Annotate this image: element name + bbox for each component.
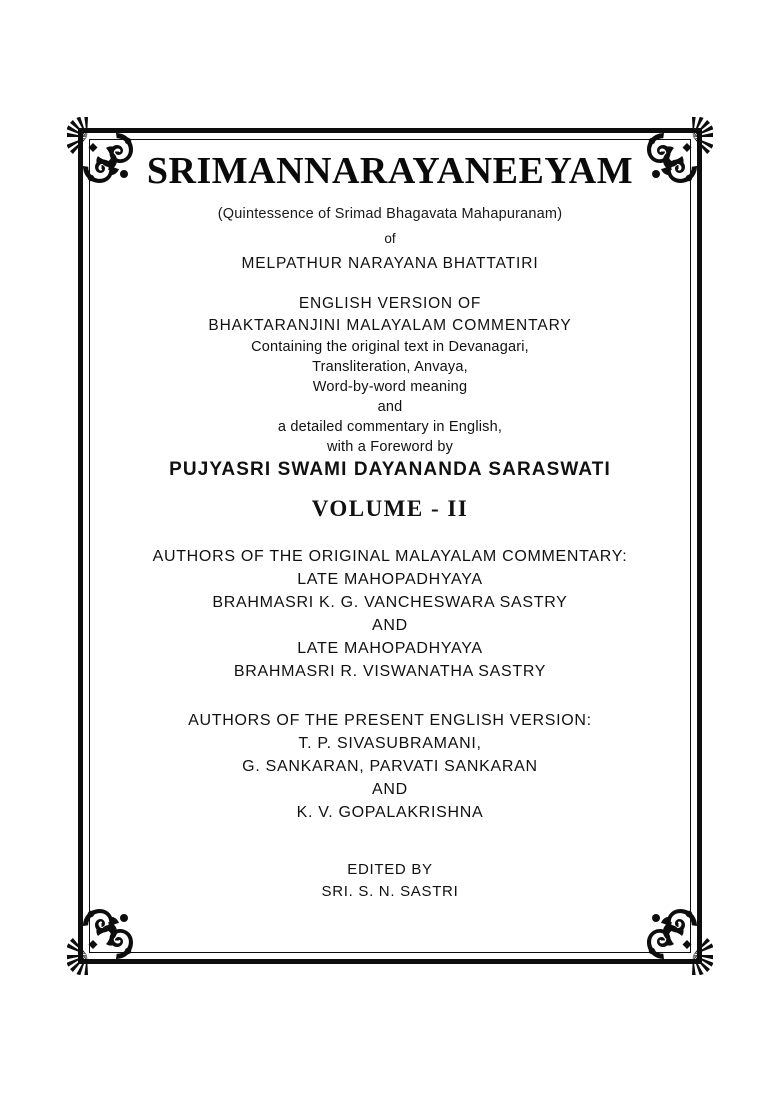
malayalam-author-line: LATE MAHOPADHYAYA — [297, 570, 483, 588]
contents-line-4: and — [377, 398, 403, 415]
foreword-intro: with a Foreword by — [326, 438, 454, 455]
malayalam-authors-heading: AUTHORS OF THE ORIGINAL MALAYALAM COMMENTARY: — [152, 547, 628, 565]
english-authors-heading: AUTHORS OF THE PRESENT ENGLISH VERSION: — [188, 711, 592, 729]
of-label: of — [384, 230, 396, 246]
title-page-content — [106, 152, 674, 905]
book-title: SRIMANNARAYANEEYAM — [146, 150, 634, 192]
english-author-line: AND — [372, 780, 408, 798]
spacer — [106, 481, 674, 496]
book-subtitle: (Quintessence of Srimad Bhagavata Mahapuranam) — [217, 205, 563, 222]
contents-line-2: Transliteration, Anvaya, — [312, 358, 468, 375]
foreword-author: PUJYASRI SWAMI DAYANANDA SARASWATI — [169, 458, 611, 480]
spacer — [106, 522, 674, 548]
editor-name: SRI. S. N. SASTRI — [321, 882, 459, 900]
malayalam-author-line: BRAHMASRI R. VISWANATHA SASTRY — [233, 662, 547, 680]
volume-label: VOLUME - II — [311, 495, 469, 521]
editor-heading: EDITED BY — [347, 860, 433, 878]
malayalam-author-line: AND — [372, 616, 408, 634]
malayalam-author-line: BRAHMASRI K. G. VANCHESWARA SASTRY — [212, 593, 568, 611]
decorative-frame — [78, 128, 702, 964]
english-version-line-2: BHAKTARANJINI MALAYALAM COMMENTARY — [208, 316, 572, 334]
english-author-line: K. V. GOPALAKRISHNA — [296, 803, 484, 821]
contents-line-5: a detailed commentary in English, — [277, 418, 503, 435]
contents-line-3: Word-by-word meaning — [312, 378, 468, 395]
original-author: MELPATHUR NARAYANA BHATTATIRI — [241, 254, 539, 272]
english-version-line-1: ENGLISH VERSION OF — [298, 294, 482, 312]
english-author-line: T. P. SIVASUBRAMANI, — [298, 734, 482, 752]
malayalam-author-line: LATE MAHOPADHYAYA — [297, 639, 483, 657]
spacer — [106, 827, 674, 861]
english-author-line: G. SANKARAN, PARVATI SANKARAN — [242, 757, 538, 775]
contents-line-1: Containing the original text in Devanagari, — [251, 338, 529, 355]
spacer — [106, 686, 674, 712]
